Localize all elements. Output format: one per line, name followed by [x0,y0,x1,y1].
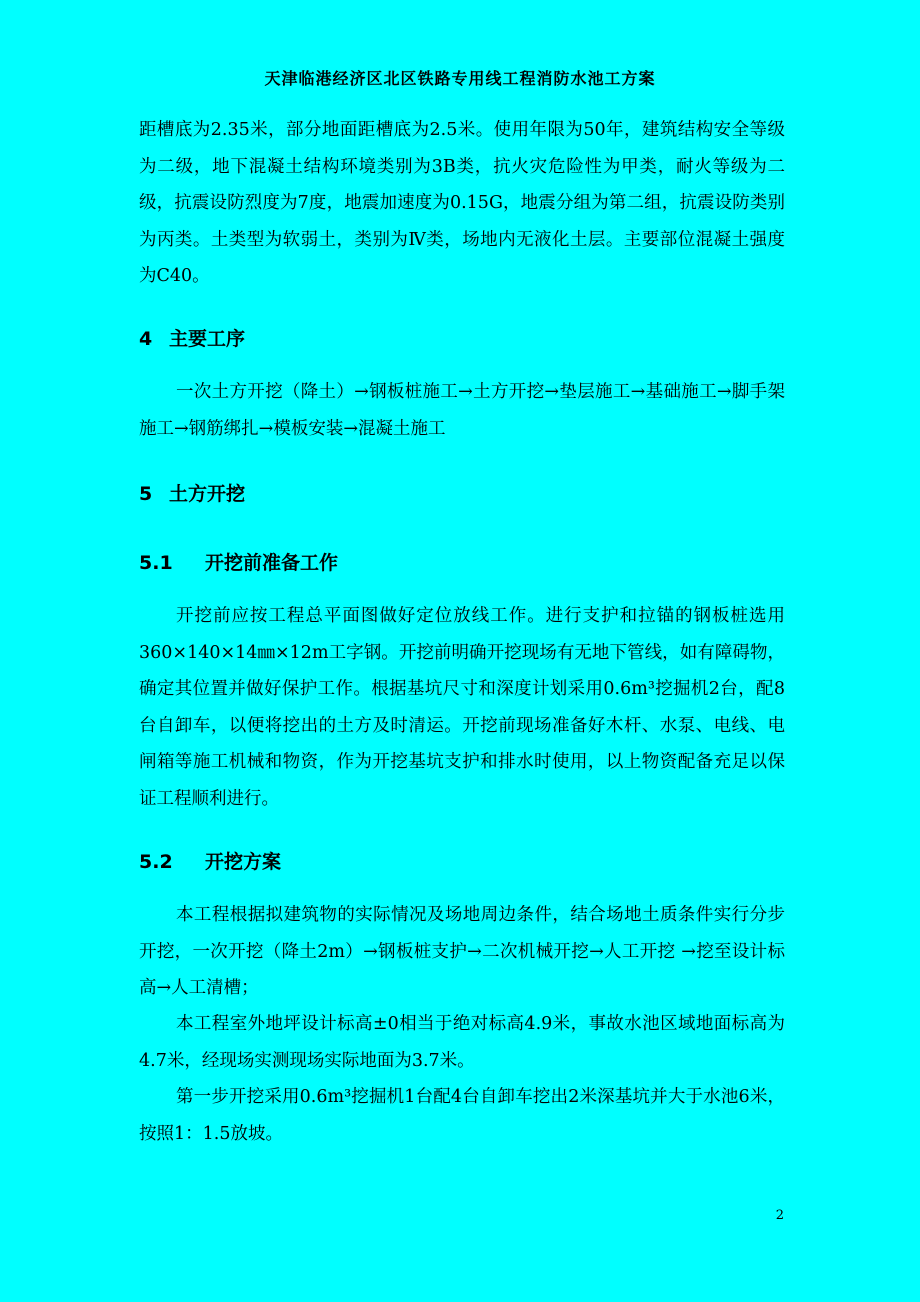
section-5-number: 5 [139,483,153,505]
page-header-title: 天津临港经济区北区铁路专用线工程消防水池工方案 [264,69,656,88]
section-5-2-paragraph-3: 第一步开挖采用0.6m³挖掘机1台配4台自卸车挖出2米深基坑并大于水池6米，按照1：1.5放坡。 [139,1087,785,1144]
intro-paragraph: 距槽底为2.35米，部分地面距槽底为2.5米。使用年限为50年，建筑结构安全等级为二级，地下混凝土结构环境类别为3B类，抗火灾危险性为甲类，耐火等级为二级，抗震设防烈度为7度，地震加速度为0.15G，地震分组为第二组，抗震设防类别为丙类。土类型为软弱土，类别为Ⅳ类，场地内无液化土层。主要部位混凝土强度为C40。 [139,120,785,286]
section-5-2-number: 5.2 [139,851,173,873]
section-5-1-number: 5.1 [139,552,173,574]
section-4-title: 主要工序 [169,328,246,350]
section-5-1-title: 开挖前准备工作 [205,552,339,574]
section-4-heading [139,324,245,351]
section-4-number: 4 [139,328,153,350]
section-5-2-paragraph-2: 本工程室外地坪设计标高±0相当于绝对标高4.9米，事故水池区域地面标高为4.7米，经现场实测现场实际地面为3.7米。 [139,1014,785,1071]
section-5-1-heading [139,548,338,575]
section-5-title: 土方开挖 [169,483,246,505]
section-5-2-paragraph-1: 本工程根据拟建筑物的实际情况及场地周边条件，结合场地土质条件实行分步开挖，一次开挖（降土2m）→钢板桩支护→二次机械开挖→人工开挖 →挖至设计标高→人工清槽； [139,905,785,998]
section-4-paragraph: 一次土方开挖（降土）→钢板桩施工→土方开挖→垫层施工→基础施工→脚手架施工→钢筋绑扎→模板安装→混凝土施工 [139,382,785,439]
page-number: 2 [775,1208,784,1223]
section-5-2-heading [139,847,281,874]
section-5-1-paragraph: 开挖前应按工程总平面图做好定位放线工作。进行支护和拉锚的钢板桩选用360×140×14㎜×12m工字钢。开挖前明确开挖现场有无地下管线，如有障碍物，确定其位置并做好保护工作。根据基坑尺寸和深度计划采用0.6m³挖掘机2台，配8台自卸车，以便将挖出的土方及时清运。开挖前现场准备好木杆、水泵、电线、电闸箱等施工机械和物资，作为开挖基坑支护和排水时使用，以上物资配备充足以保证工程顺利进行。 [139,606,785,809]
section-5-heading [139,479,245,506]
section-5-2-title: 开挖方案 [205,851,282,873]
